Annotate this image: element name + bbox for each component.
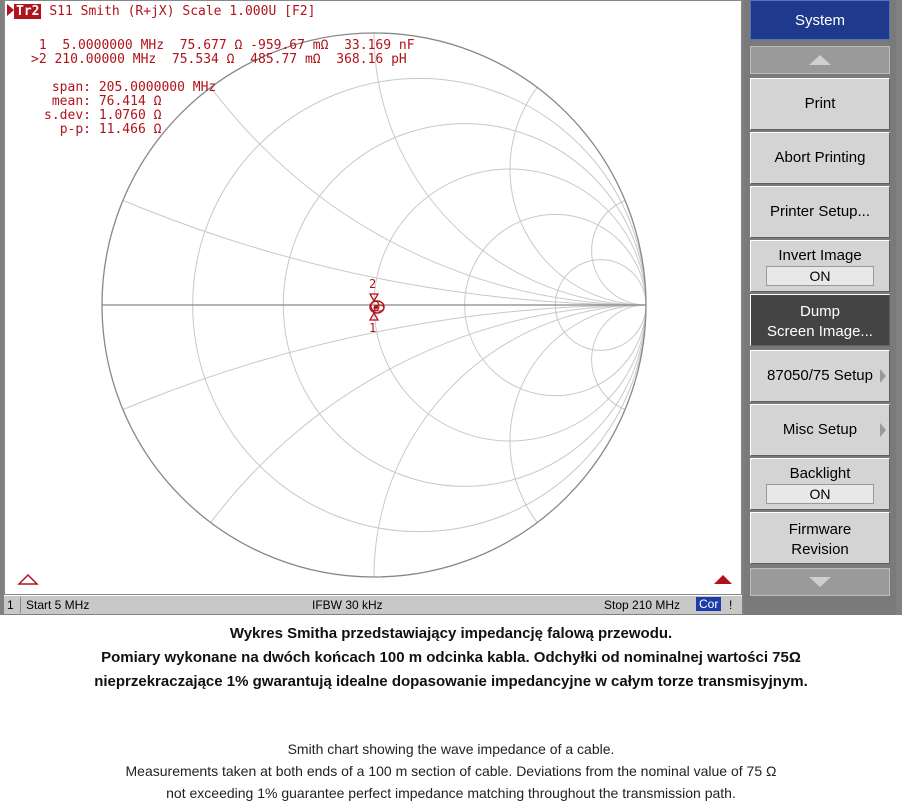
setup-87050-75-button[interactable]: 87050/75 Setup bbox=[750, 350, 890, 402]
reactance-arc bbox=[5, 305, 741, 594]
trace-badge[interactable]: Tr2 bbox=[16, 4, 40, 19]
marker-2-label[interactable]: 2 bbox=[369, 277, 377, 291]
marker-reactance: -959.67 mΩ bbox=[250, 38, 329, 53]
caption-en-line-3: not exceeding 1% guarantee perfect impedance matching throughout the transmission path. bbox=[166, 785, 736, 801]
reactance-arc bbox=[374, 305, 741, 594]
dump-screen-image-button[interactable]: Dump Screen Image... bbox=[750, 294, 890, 346]
caption-pl-line-1: Wykres Smitha przedstawiający impedancję falową przewodu. bbox=[229, 625, 673, 642]
marker-1-readout bbox=[31, 39, 415, 53]
figure-caption bbox=[0, 622, 902, 804]
reactance-arc bbox=[510, 33, 741, 305]
active-trace-arrow-icon bbox=[7, 4, 14, 16]
caption-english bbox=[0, 738, 902, 804]
softkey-title: System bbox=[750, 0, 890, 40]
marker-1-label[interactable]: 1 bbox=[369, 321, 377, 335]
ifbw-value[interactable]: IFBW 30 kHz bbox=[312, 598, 383, 612]
stat-mean: mean: 76.414 Ω bbox=[51, 94, 162, 109]
caption-pl-line-2: Pomiary wykonane na dwóch końcach 100 m odcinka kabla. Odchyłki od nominalnej wartości 75Ω bbox=[101, 649, 801, 666]
stop-frequency[interactable]: Stop 210 MHz bbox=[604, 598, 681, 612]
trace-header bbox=[7, 4, 315, 19]
caption-polish bbox=[0, 622, 902, 694]
printer-setup-button[interactable]: Printer Setup... bbox=[750, 186, 890, 238]
submenu-chevron-icon bbox=[880, 369, 886, 383]
stat-span: span: 205.0000000 MHz bbox=[51, 80, 217, 95]
caption-pl-line-3: nieprzekraczające 1% gwarantują idealne dopasowanie impedancyjne w całym torze transmisyjnym. bbox=[94, 673, 808, 690]
marker-equiv: 33.169 nF bbox=[344, 38, 415, 53]
marker-freq: 5.0000000 MHz bbox=[62, 38, 165, 53]
submenu-chevron-icon bbox=[880, 423, 886, 437]
marker-resistance: 75.677 Ω bbox=[179, 38, 243, 53]
arrow-down-icon bbox=[809, 577, 831, 587]
marker-prefix: >2 bbox=[31, 52, 47, 67]
marker-2-readout bbox=[31, 53, 407, 67]
arrow-up-icon bbox=[809, 55, 831, 65]
stat-sdev: s.dev: 1.0760 Ω bbox=[44, 108, 162, 123]
status-bar bbox=[4, 595, 742, 614]
smith-chart-panel bbox=[4, 0, 742, 595]
backlight-value: ON bbox=[766, 484, 874, 504]
trace-format-text: S11 Smith (R+jX) Scale 1.000U [F2] bbox=[49, 4, 316, 19]
firmware-revision-button[interactable]: Firmware Revision bbox=[750, 512, 890, 564]
start-frequency[interactable]: Start 5 MHz bbox=[26, 598, 90, 612]
invert-image-toggle[interactable]: Invert Image ON bbox=[750, 240, 890, 292]
invert-image-value: ON bbox=[766, 266, 874, 286]
backlight-toggle[interactable]: Backlight ON bbox=[750, 458, 890, 510]
reactance-arc bbox=[102, 305, 741, 594]
caption-en-line-2: Measurements taken at both ends of a 100 m section of cable. Deviations from the nominal value of 75 Ω bbox=[125, 763, 777, 779]
marker-reactance: 485.77 mΩ bbox=[250, 52, 321, 67]
marker-prefix: 1 bbox=[31, 38, 47, 53]
impedance-trace bbox=[370, 294, 384, 320]
channel-number[interactable]: 1 bbox=[7, 598, 14, 612]
marker-equiv: 368.16 pH bbox=[336, 52, 407, 67]
caption-en-line-1: Smith chart showing the wave impedance of a cable. bbox=[287, 741, 615, 757]
abort-printing-button[interactable]: Abort Printing bbox=[750, 132, 890, 184]
stat-pp: p-p: 11.466 Ω bbox=[59, 122, 162, 137]
misc-setup-button[interactable]: Misc Setup bbox=[750, 404, 890, 456]
marker-freq: 210.00000 MHz bbox=[54, 52, 157, 67]
scroll-down-button[interactable] bbox=[750, 568, 890, 596]
correction-badge[interactable]: Cor bbox=[696, 597, 721, 611]
softkey-panel bbox=[744, 0, 896, 615]
scroll-up-button[interactable] bbox=[750, 46, 890, 74]
warning-indicator: ! bbox=[729, 598, 733, 612]
print-button[interactable]: Print bbox=[750, 78, 890, 130]
marker-resistance: 75.534 Ω bbox=[171, 52, 235, 67]
reactance-arc bbox=[510, 305, 741, 577]
